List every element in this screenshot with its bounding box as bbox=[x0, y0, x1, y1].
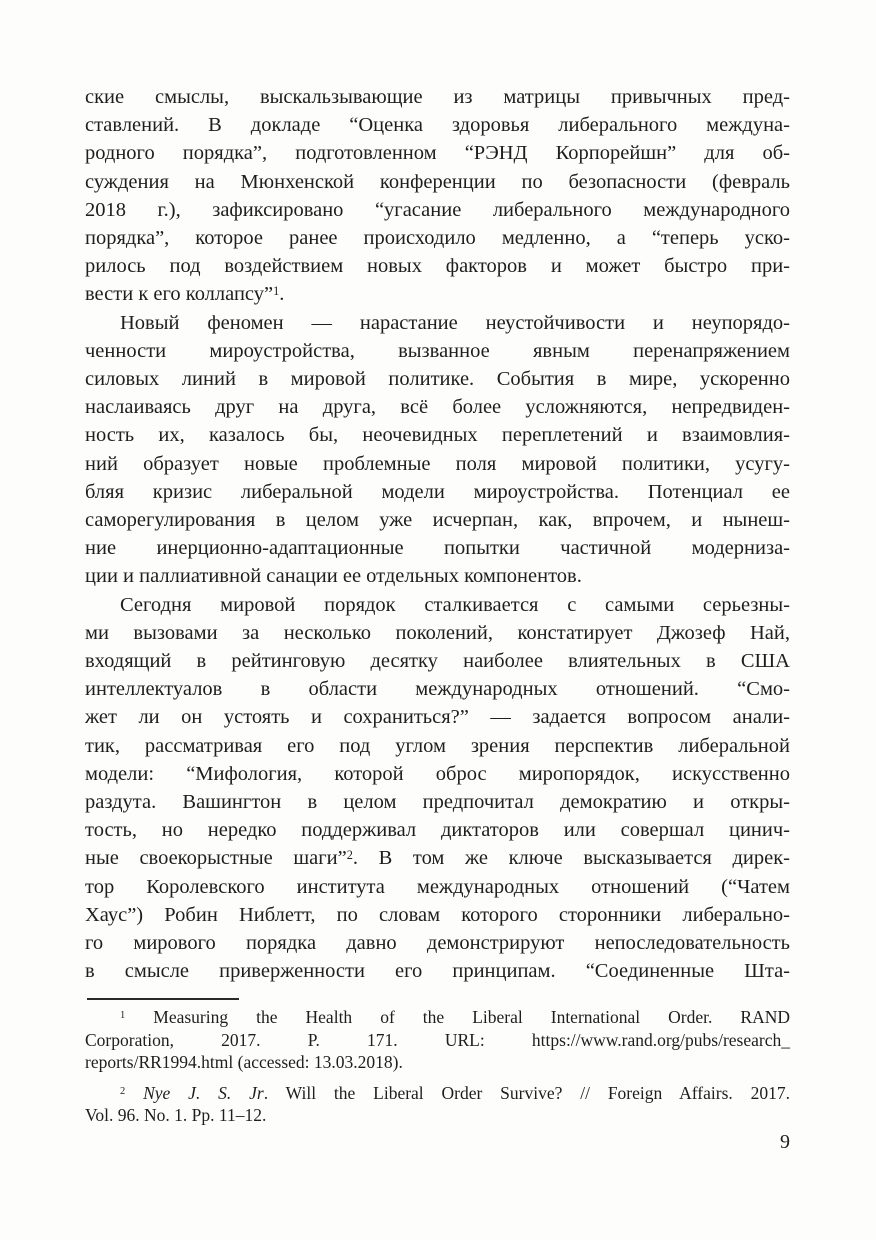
footnotes-section bbox=[85, 998, 790, 1127]
text-line: суждения на Мюнхенской конференции по безопасности (февраль bbox=[85, 170, 790, 193]
text-line: родного порядка”, подготовленном “РЭНД Корпорейшн” для об- bbox=[85, 142, 790, 165]
footnote-marker: 1 bbox=[120, 1010, 126, 1022]
text-line: бляя кризис либеральной модели мироустройства. Потенциал ее bbox=[85, 480, 790, 503]
text-line: го мирового порядка давно демонстрируют непоследовательность bbox=[85, 932, 790, 955]
text-line: входящий в рейтинговую десятку наиболее влиятельных в США bbox=[85, 650, 790, 673]
italic-text: Nye J. S. Jr bbox=[143, 1082, 264, 1103]
text-line: ми вызовами за несколько поколений, констатирует Джозеф Най, bbox=[85, 621, 790, 644]
text-line: Хаус”) Робин Ниблетт, по словам которого сторонники либерально- bbox=[85, 903, 790, 926]
text-line: $^2$ Nye J. S. Jr. Will the Liberal Order Survive? // Foreign Affairs. 2017. bbox=[120, 1082, 791, 1103]
text-line: Сегодня мировой порядок сталкивается с самыми серьезны- bbox=[120, 593, 790, 616]
text-line: наслаиваясь друг на друга, всё более усложняются, непредвиден- bbox=[85, 396, 790, 419]
text-line: ские смыслы, выскальзывающие из матрицы привычных пред- bbox=[85, 86, 790, 108]
text-line: интеллектуалов в области международных отношений. “Смо- bbox=[85, 678, 790, 701]
text-line: ний образует новые проблемные поля мировой политики, усугу- bbox=[85, 452, 790, 475]
text-line: раздута. Вашингтон в целом предпочитал демократию и откры- bbox=[85, 791, 790, 814]
text-line: Corporation, 2017. P. 171. URL: https://www.rand.org/pubs/research_ bbox=[85, 1029, 790, 1050]
footnote bbox=[85, 1082, 790, 1127]
paragraph bbox=[85, 591, 790, 986]
footnote-separator bbox=[87, 998, 239, 1000]
text-line: reports/RR1994.html (accessed: 13.03.2018). bbox=[85, 1052, 403, 1073]
text-line: рилось под воздействием новых факторов и может быстро при- bbox=[85, 255, 790, 278]
text-line: Новый феномен — нарастание неустойчивости и неупорядо- bbox=[120, 311, 790, 334]
footnote bbox=[85, 1006, 790, 1074]
footnote-marker: 2 bbox=[346, 847, 353, 862]
footnote-list bbox=[85, 1006, 790, 1127]
text-line: жет ли он устоять и сохраниться?” — задается вопросом анали- bbox=[85, 706, 790, 729]
text-line: ные своекорыстные шаги”$^2$. В том же ключе высказывается дирек- bbox=[85, 847, 790, 870]
text-line: ции и паллиативной санации ее отдельных компонентов. bbox=[85, 565, 582, 588]
text-line: ние инерционно-адаптационные попытки частичной модерниза- bbox=[85, 537, 790, 560]
page-number: 9 bbox=[780, 1131, 790, 1153]
paragraph bbox=[85, 83, 790, 309]
text-line: тор Королевского института международных отношений (“Чатем bbox=[85, 875, 790, 898]
paragraph bbox=[85, 309, 790, 591]
text-line: ченности мироустройства, вызванное явным перенапряжением bbox=[85, 339, 790, 362]
page-body-text bbox=[85, 83, 790, 986]
text-line: тик, рассматривая его под углом зрения перспектив либеральной bbox=[85, 734, 790, 757]
text-line: силовых линий в мировой политике. События в мире, ускоренно bbox=[85, 368, 790, 391]
text-line: $^1$ Measuring the Health of the Liberal International Order. RAND bbox=[120, 1007, 790, 1027]
text-line: саморегулирования в целом уже исчерпан, как, впрочем, и нынеш- bbox=[85, 509, 790, 532]
text-line: порядка”, которое ранее происходило медленно, а “теперь уско- bbox=[85, 227, 790, 250]
text-line: 2018 г.), зафиксировано “угасание либерального международного bbox=[85, 198, 790, 221]
text-line: тость, но нередко поддерживал диктаторов или совершал цинич- bbox=[85, 819, 790, 842]
text-line: Vol. 96. No. 1. Pp. 11–12. bbox=[85, 1105, 267, 1126]
footnote-marker: 1 bbox=[273, 283, 280, 298]
text-line: ность их, казалось бы, неочевидных переплетений и взаимовлия- bbox=[85, 424, 790, 447]
text-line: в смысле приверженности его принципам. “Соединенные Шта- bbox=[85, 960, 790, 983]
text-line: вести к его коллапсу”$^1$. bbox=[85, 283, 285, 306]
text-line: модели: “Мифология, которой оброс миропорядок, искусственно bbox=[85, 762, 790, 785]
footnote-marker: 2 bbox=[120, 1086, 126, 1098]
text-line: ставлений. В докладе “Оценка здоровья либерального междуна- bbox=[85, 114, 790, 137]
